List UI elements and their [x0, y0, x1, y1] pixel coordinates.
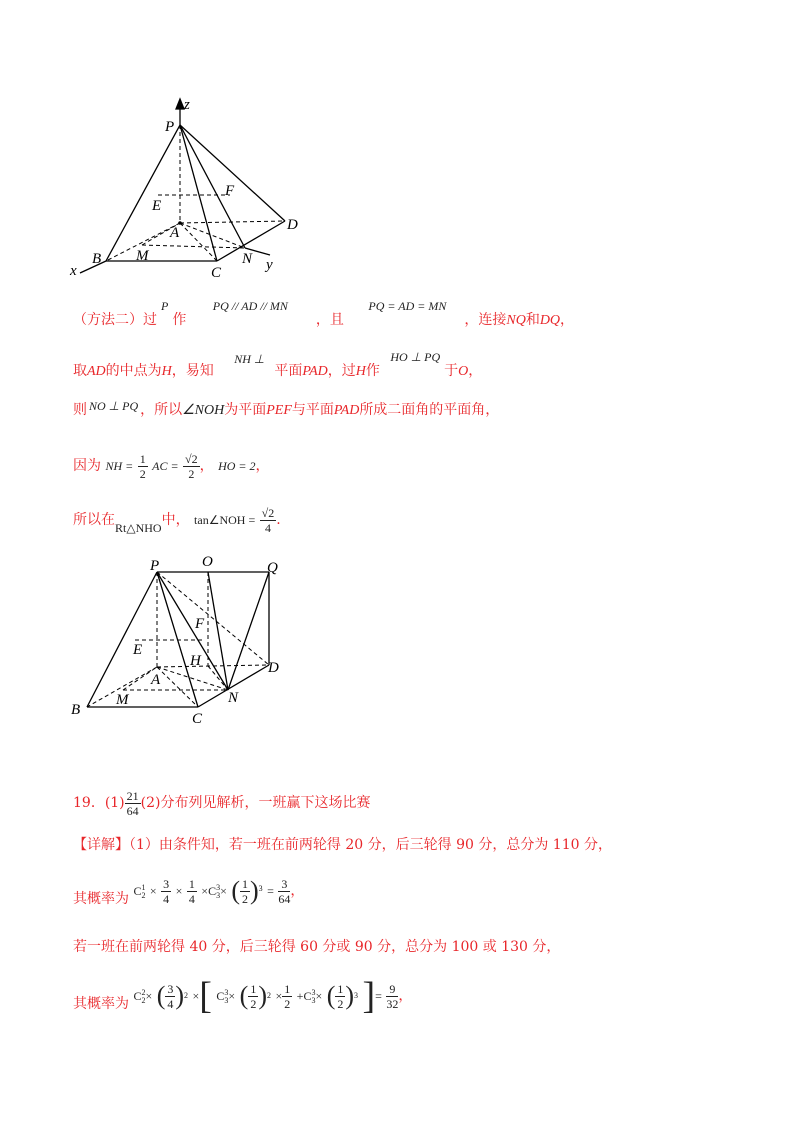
label-N: N — [242, 251, 253, 267]
method2-line-1: （方法二）过P作 PQ // AD // MN，且 PQ = AD = MN，连接NQ和DQ， — [73, 299, 575, 328]
label-F: F — [225, 183, 235, 199]
label-E2: E — [133, 642, 143, 658]
label-M2: M — [116, 692, 129, 708]
label-P: P — [165, 119, 175, 135]
q19-detail: 【详解】（1）由条件知，若一班在前两轮得 20 分，后三轮得 90 分，总分为 110 分， — [73, 837, 612, 853]
pyramid-figure-2 — [65, 550, 305, 730]
label-B: B — [92, 251, 102, 267]
label-M: M — [136, 248, 149, 264]
label-C2: C — [192, 711, 203, 727]
label-D: D — [287, 217, 298, 233]
label-B2: B — [71, 702, 81, 718]
pyramid-figure-1 — [60, 95, 320, 285]
label-A: A — [170, 225, 180, 241]
label-Q2: Q — [267, 560, 278, 576]
q19-header: 19．(1) $\frac{21}{64}$ (2)分布列见解析，一班赢下这场比赛 — [73, 788, 371, 818]
method2-line-3: 则 NO ⊥ PQ ，所以∠NOH为平面PEF与平面PAD所成二面角的平面角， — [73, 399, 500, 418]
method2-line-2: 取AD的中点为H，易知 NH ⊥平面PAD，过H作 HO ⊥ PQ于O， — [73, 350, 483, 379]
label-F2: F — [195, 616, 205, 632]
label-E: E — [152, 198, 162, 214]
label-x: x — [70, 263, 77, 279]
label-O2: O — [202, 554, 213, 570]
q19-prob-2: 其概率为 C 2 2 × ( $\frac{3}{4}$ )$^2$ ×[ C 3 3 × ( $\frac{1}{2}$ )$^2$ × $\frac{1}{2}$ +C 3 3 × ( $\frac{1}{2}$ )$^3$ ]= $\frac{9}{32}$ ， — [73, 975, 413, 1017]
edge-PB — [106, 125, 180, 261]
method2-line-5: 所以在Rt△NHO中， tan∠NOH = $\frac{√2}{4}$ . — [73, 505, 281, 535]
label-z: z — [184, 97, 190, 113]
method2-line-4: 因为 NH = $\frac{1}{2}$ AC = $\frac{√2}{2}$ ， HO = 2， — [73, 451, 270, 481]
label-P2: P — [150, 558, 160, 574]
label-C: C — [211, 265, 222, 281]
label-N2: N — [228, 690, 239, 706]
q19-prob-1: 其概率为 C 1 2 × $\frac{3}{4}$ × $\frac{1}{4}$ ×C 3 3 × ( $\frac{1}{2}$ )$^3$ = $\frac{3}{64}$ ， — [73, 876, 305, 907]
label-y: y — [266, 257, 273, 273]
label-H2: H — [190, 653, 201, 669]
q19-line-2: 若一班在前两轮得 40 分，后三轮得 60 分或 90 分，总分为 100 或 130 分， — [73, 939, 561, 955]
label-A2: A — [151, 672, 161, 688]
label-D2: D — [268, 660, 279, 676]
